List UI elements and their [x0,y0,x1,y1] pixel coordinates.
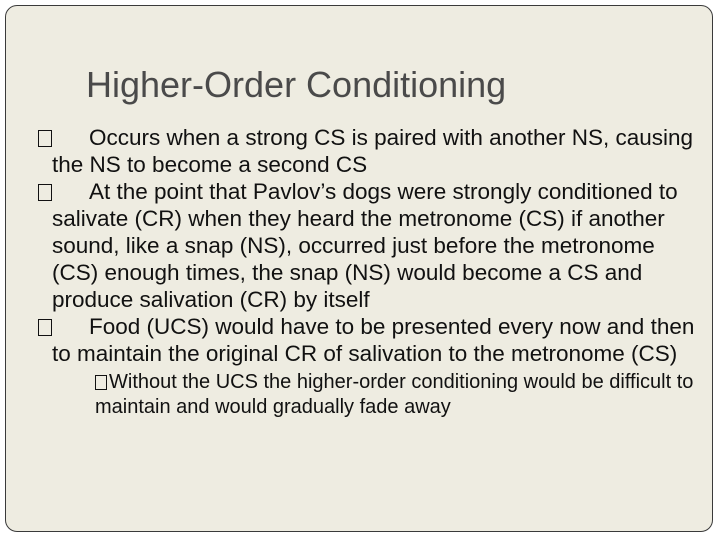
bullet-text: Food (UCS) would have to be presented every now and then to maintain the original CR of salivation to the metronome (CS) [52,314,695,366]
bullet-item [36,178,698,313]
bullet-box-icon [36,313,52,340]
bullet-list [38,124,698,420]
bullet-item [36,124,698,178]
slide-title: Higher-Order Conditioning [86,64,507,105]
bullet-text: At the point that Pavlov’s dogs were strongly conditioned to salivate (CR) when they heard the metronome (CS) if another sound, like a snap (NS), occurred just before the metronome (CS) enough times, the snap (NS) would become a CS and produce salivation (CR) by itself [52,179,678,312]
bullet-text: Without the UCS the higher-order conditioning would be difficult to maintain and would gradually fade away [95,371,694,418]
bullet-box-icon [95,370,109,395]
bullet-box-icon [36,124,52,151]
sub-bullet-item [95,370,698,420]
bullet-item [36,313,698,367]
slide [5,5,713,532]
bullet-box-icon [36,178,52,205]
bullet-text: Occurs when a strong CS is paired with another NS, causing the NS to become a second CS [52,125,694,177]
